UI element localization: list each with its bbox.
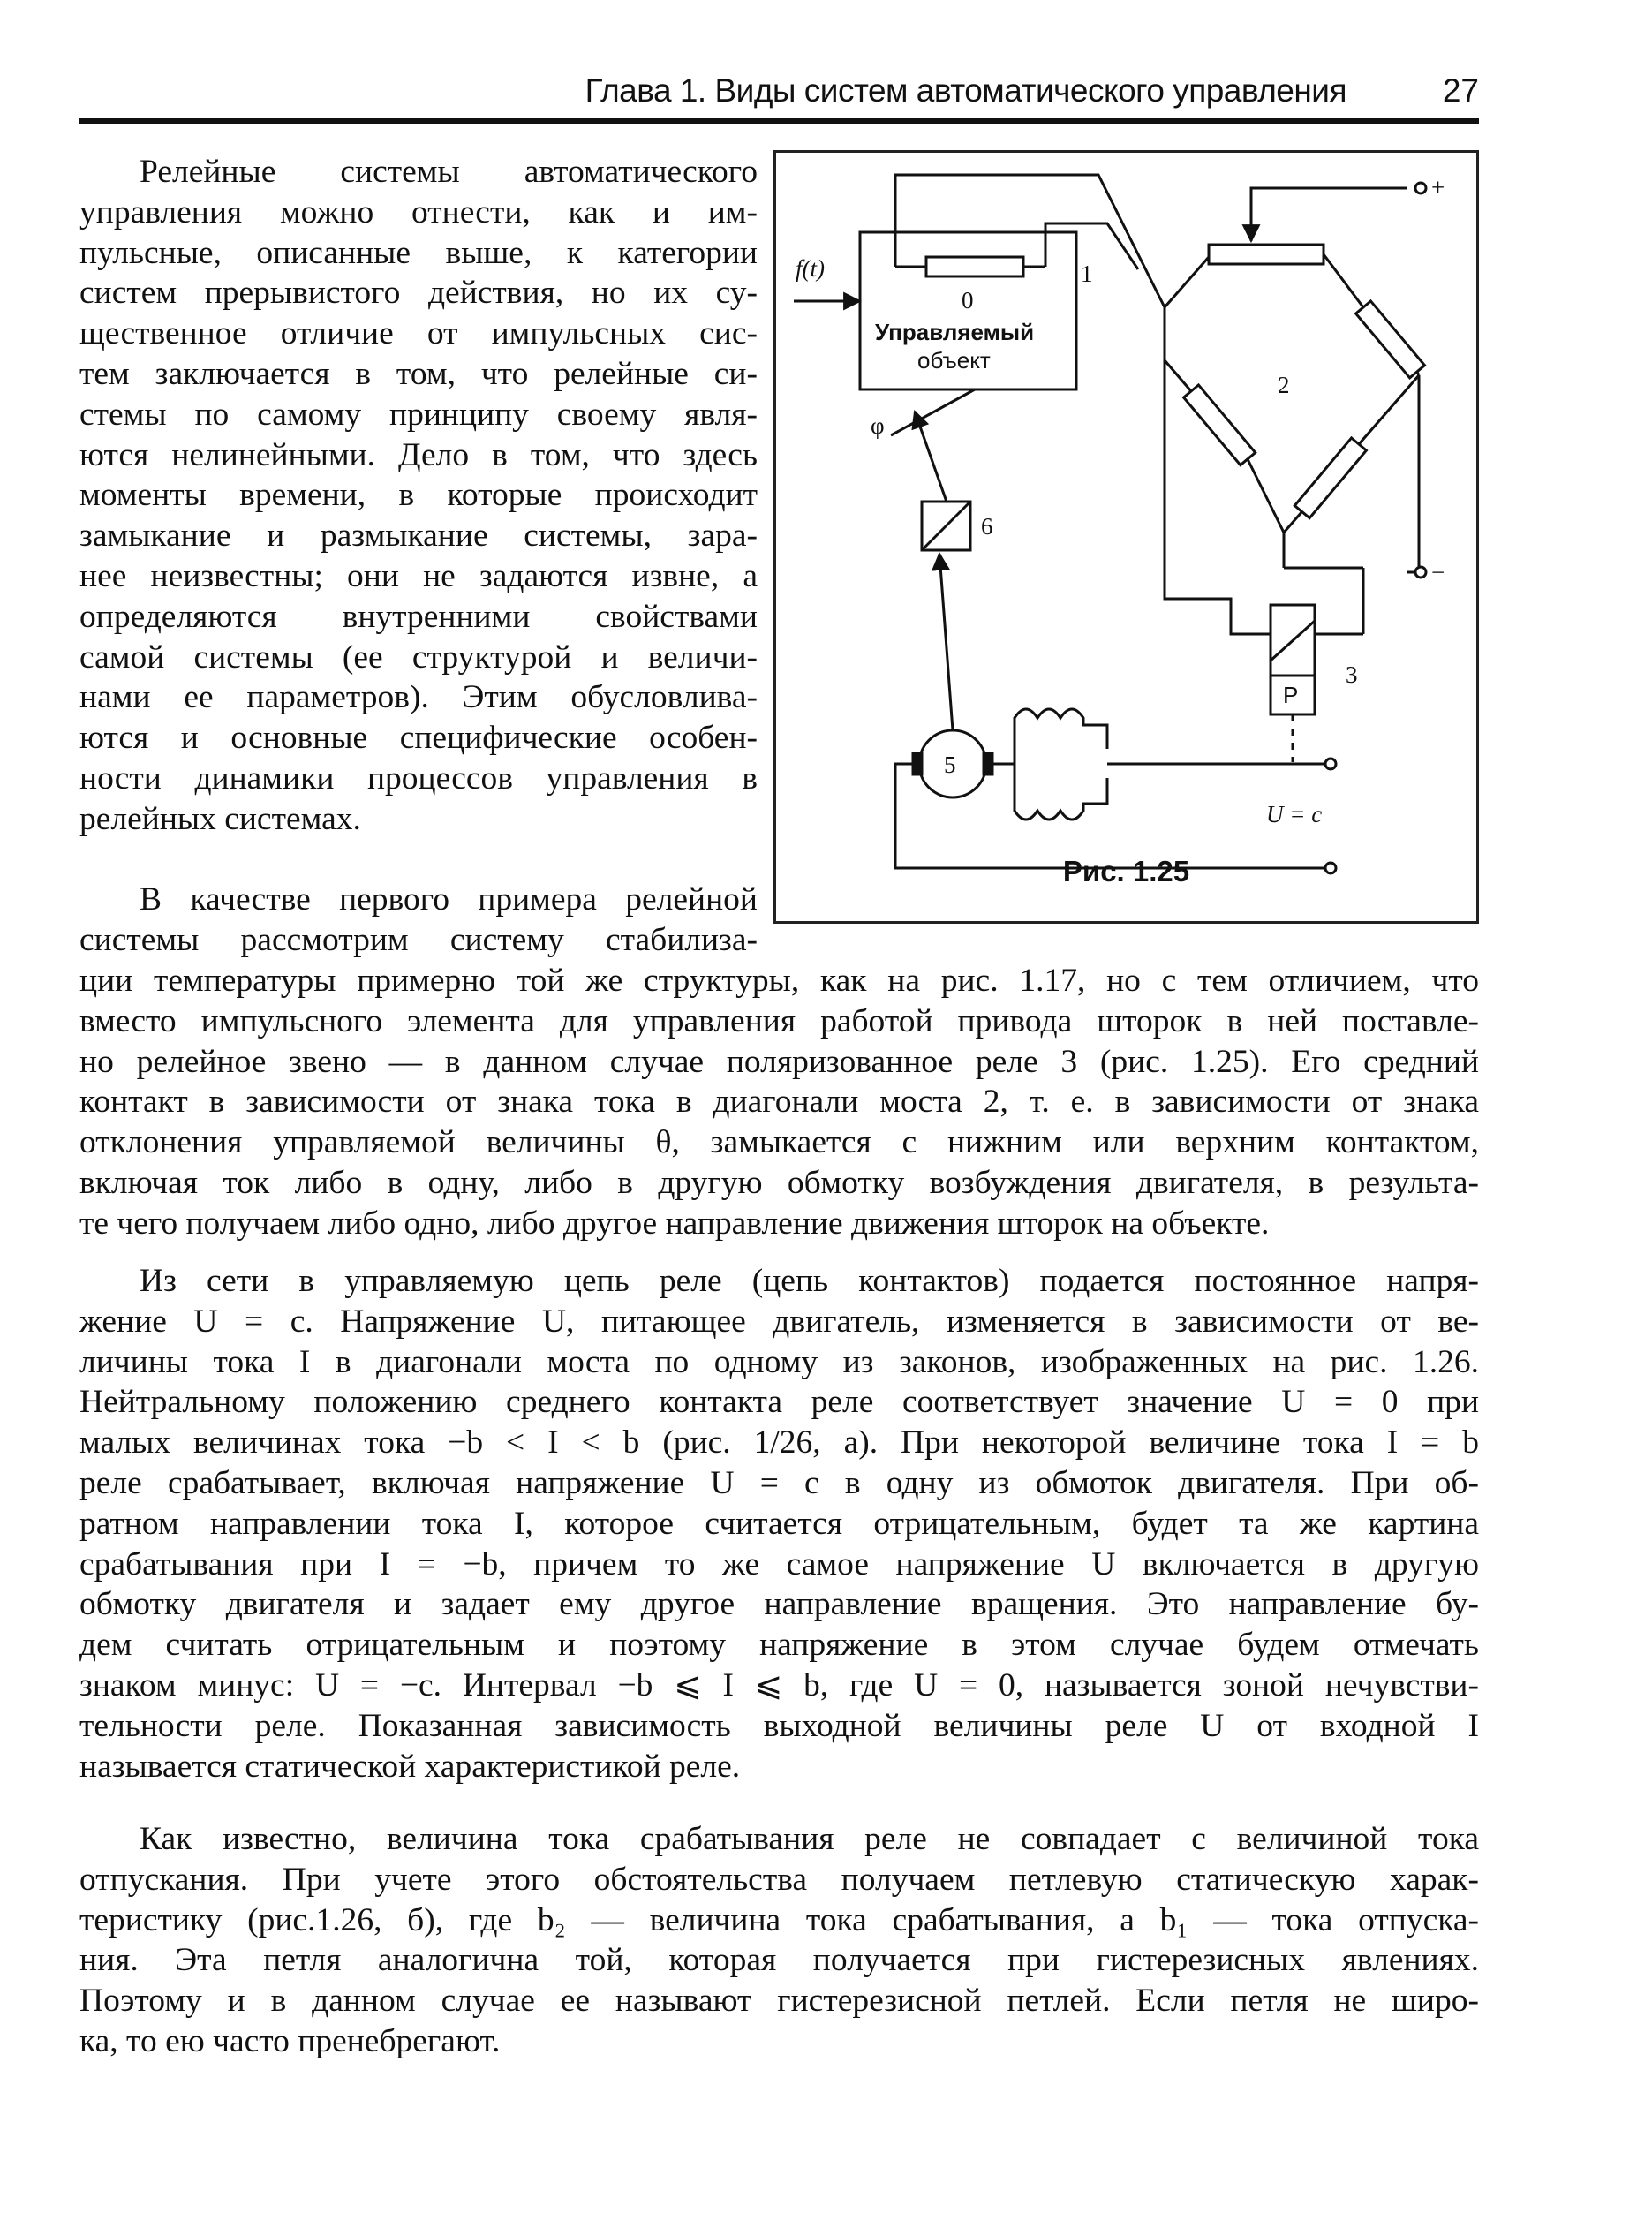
arrow-gear-to-damper xyxy=(915,412,947,502)
paragraph-voltage xyxy=(79,1261,1479,1787)
text-line: систем прерывистого действия, но их су- xyxy=(79,275,758,312)
text-line: Из сети в управляемую цепь реле (цепь контактов) подается постоянное напря- xyxy=(140,1263,1479,1299)
paragraph-example-wide xyxy=(79,961,1479,1244)
text-line: включая ток либо в одну, либо в другую обмотку возбуждения двигателя, в результа- xyxy=(79,1164,1479,1201)
text-line: ка, то ею часто пренебрегают. xyxy=(79,2022,501,2059)
text-line: теристику (рис.1.26, б), где b₂ — величина тока срабатывания, а b₁ — тока отпуска- xyxy=(79,1901,1479,1938)
bridge-resistor xyxy=(1356,301,1425,378)
text-line: стемы по самому принципу своему явля- xyxy=(79,396,758,433)
text-line: Релейные системы автоматического xyxy=(140,154,758,190)
relay-number: 3 xyxy=(1346,661,1358,688)
text-line: ности динамики процессов управления в xyxy=(79,759,758,797)
bridge-resistor xyxy=(1184,385,1256,465)
paragraph-hysteresis xyxy=(79,1819,1479,2062)
text-line: управления можно отнести, как и им- xyxy=(79,193,758,230)
wire-sensor-to-bridge xyxy=(895,175,1165,307)
text-line: ратном направлении тока I, которое считается отрицательным, будет та же картина xyxy=(79,1505,1479,1542)
motor-number: 5 xyxy=(944,752,956,778)
page-number: 27 xyxy=(1442,72,1479,109)
running-header xyxy=(79,62,1479,124)
input-label: f(t) xyxy=(796,255,825,282)
text-line: Нейтральному положению среднего контакта реле соответствует значение U = 0 при xyxy=(79,1384,1479,1421)
text-line: нее неизвестны; они не задаются извне, а xyxy=(79,557,758,594)
relay-letter: Р xyxy=(1283,682,1299,708)
text-line: отклонения управляемой величины θ, замыкается с нижним или верхним контактом, xyxy=(79,1124,1479,1161)
text-line: вместо импульсного элемента для управления работой привода шторок в ней поставле- xyxy=(79,1002,1479,1039)
text-line: Как известно, величина тока срабатывания реле не совпадает с величиной тока xyxy=(140,1821,1479,1857)
text-line: срабатывания при I = −b, причем то же самое напряжение U включается в другую xyxy=(79,1545,1479,1583)
text-line: моменты времени, в которые происходит xyxy=(79,477,758,514)
text-line: реле срабатывает, включая напряжение U = c в одну из обмоток двигателя. При об- xyxy=(79,1464,1479,1501)
text-line: контакт в зависимости от знака тока в диагонали моста 2, т. е. в зависимости от знака xyxy=(79,1084,1479,1121)
text-line: отпускания. При учете этого обстоятельства получаем петлевую статическую харак- xyxy=(79,1861,1479,1898)
terminal-minus xyxy=(1415,567,1426,578)
text-line: называется статической характеристикой реле. xyxy=(79,1748,741,1785)
chapter-title: Глава 1. Виды систем автоматического управления xyxy=(585,72,1346,109)
text-line: определяются внутренними свойствами xyxy=(79,598,758,635)
text-line: ния. Эта петля аналогична той, которая получается при гистерезисных явлениях. xyxy=(79,1942,1479,1979)
text-line: нами ее параметров). Этим обусловлива- xyxy=(79,679,758,716)
paragraph-example-narrow xyxy=(79,880,758,961)
text-line: Поэтому и в данном случае ее называют гистерезисной петлей. Если петля не широ- xyxy=(79,1983,1479,2020)
text-line: но релейное звено — в данном случае поляризованное реле 3 (рис. 1.25). Его средний xyxy=(79,1043,1479,1080)
object-name-2: объект xyxy=(917,347,991,374)
sensor-number: 1 xyxy=(1081,261,1093,287)
text-line: самой системы (ее структурой и величи- xyxy=(79,638,758,676)
bridge-number: 2 xyxy=(1278,372,1290,398)
motor-brush xyxy=(913,753,922,774)
text-line: релейных системах. xyxy=(79,800,361,837)
text-line: В качестве первого примера релейной xyxy=(140,881,758,918)
bridge-resistor xyxy=(1294,438,1366,518)
text-line: личины тока I в диагонали моста по одному из законов, изображенных на рис. 1.26. xyxy=(79,1343,1479,1380)
text-line: жение U = c. Напряжение U, питающее двигатель, изменяется в зависимости от ве- xyxy=(79,1303,1479,1340)
figure-caption: Рис. 1.25 xyxy=(1062,855,1190,888)
gear-number: 6 xyxy=(981,513,993,540)
text-line: замыкание и размыкание системы, зара- xyxy=(79,517,758,555)
minus-label: − xyxy=(1431,559,1445,585)
slider-wire xyxy=(1251,188,1407,241)
field-winding-upper xyxy=(1015,709,1107,764)
text-line: те чего получаем либо одно, либо другое направление движения шторок на объекте. xyxy=(79,1205,1270,1242)
circuit-diagram xyxy=(776,153,1482,926)
text-line: системы рассмотрим систему стабилиза- xyxy=(79,921,758,958)
phi-label: φ xyxy=(871,412,885,439)
terminal-contact xyxy=(1325,759,1336,769)
object-name-1: Управляемый xyxy=(875,319,1035,345)
text-line: тельности реле. Показанная зависимость выходной величины реле U от входной I xyxy=(79,1707,1479,1744)
bridge-potentiometer xyxy=(1209,245,1324,264)
sensor-resistor xyxy=(926,257,1023,276)
motor-brush xyxy=(984,753,992,774)
text-line: ются и основные специфические особен- xyxy=(79,720,758,757)
text-line: обмотку двигателя и задает ему другое направление вращения. Это направление бу- xyxy=(79,1586,1479,1623)
damper-line xyxy=(891,389,975,435)
paragraph-relay-intro xyxy=(79,152,758,840)
text-line: малых величинах тока −b < I < b (рис. 1/26, а). При некоторой величине тока I = b xyxy=(79,1424,1479,1462)
arrow-motor-to-gear xyxy=(939,554,953,730)
text-line: дем считать отрицательным и поэтому напряжение в этом случае будем отмечать xyxy=(79,1627,1479,1664)
text-line: ются нелинейными. Дело в том, что здесь xyxy=(79,436,758,473)
text-line: знаком минус: U = −c. Интервал −b ⩽ I ⩽ b, где U = 0, называется зоной нечувстви- xyxy=(79,1666,1479,1703)
figure-1-25 xyxy=(773,150,1479,924)
terminal-plus xyxy=(1415,183,1426,193)
object-number: 0 xyxy=(962,287,974,313)
field-winding-lower xyxy=(1015,764,1107,820)
text-line: ции температуры примерно той же структуры, как на рис. 1.17, но с тем отличием, что xyxy=(79,963,1479,999)
voltage-label: U = c xyxy=(1266,801,1323,827)
text-line: тем заключается в том, что релейные си- xyxy=(79,355,758,392)
plus-label: + xyxy=(1431,174,1445,200)
text-line: пульсные, описанные выше, к категории xyxy=(79,234,758,271)
text-line: щественное отличие от импульсных сис- xyxy=(79,315,758,352)
